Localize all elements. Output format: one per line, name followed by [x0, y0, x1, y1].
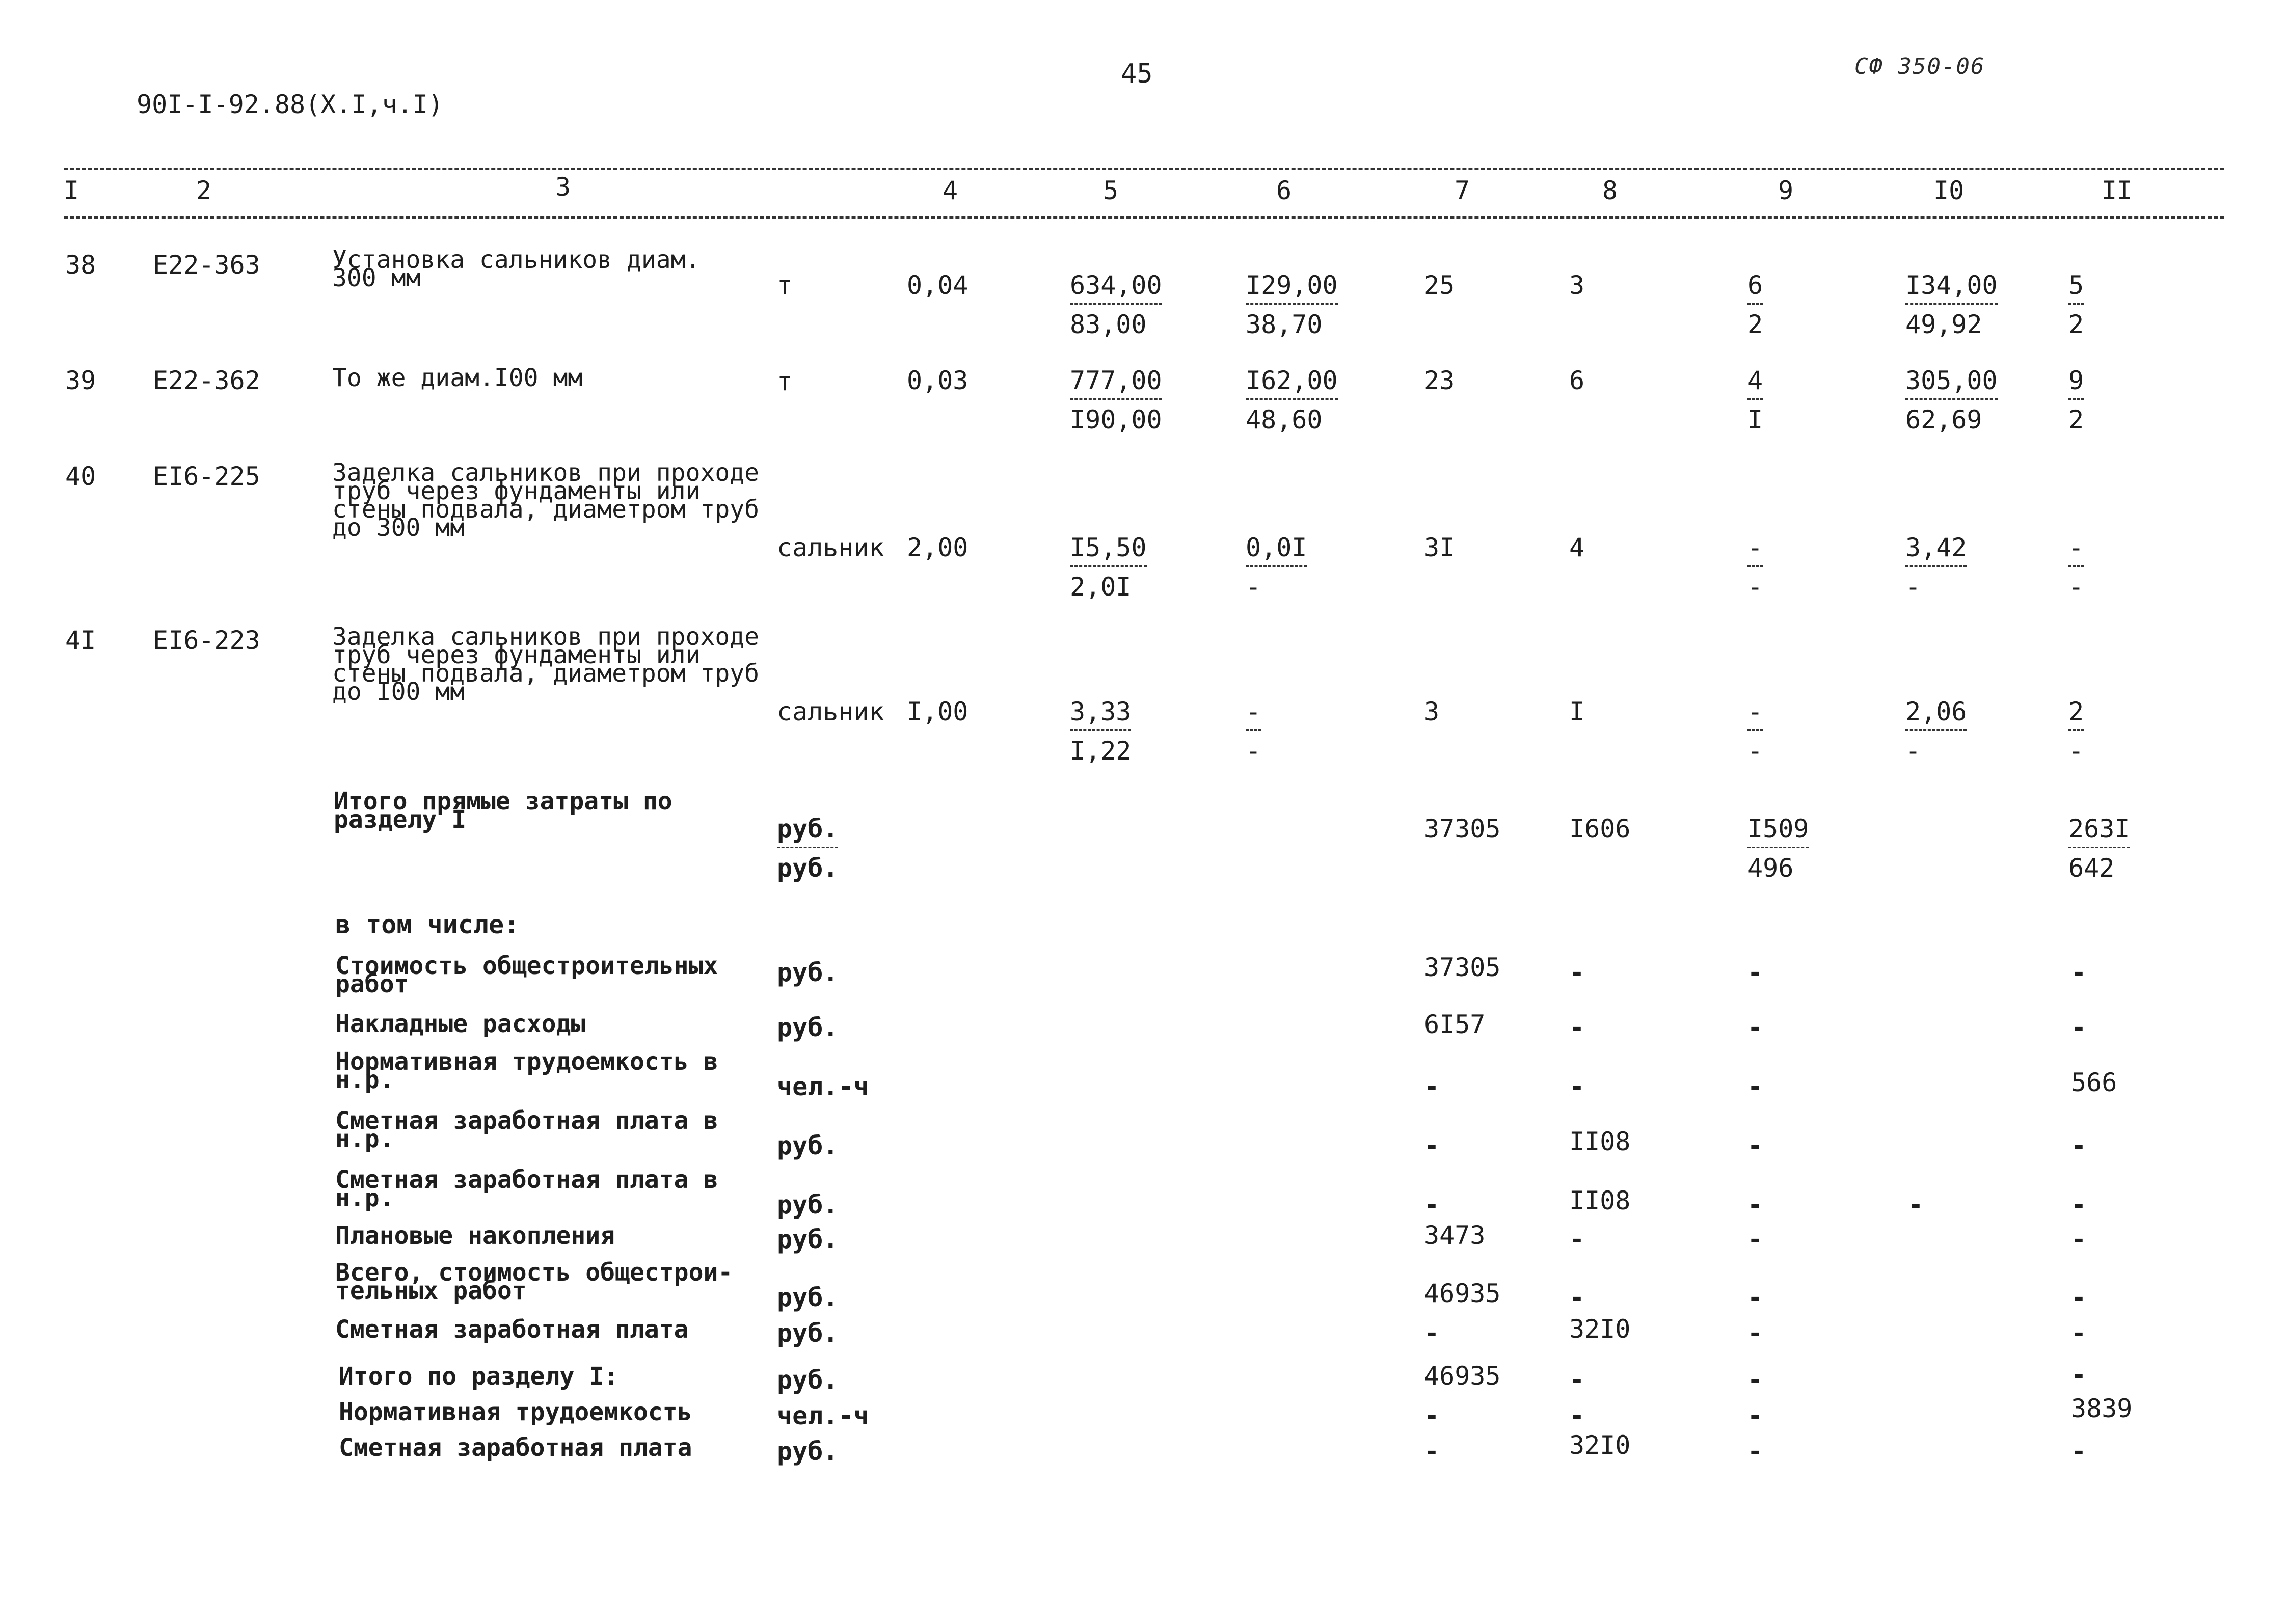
summary-col9: -	[1747, 1225, 1763, 1254]
column-number: I	[64, 176, 79, 205]
page-number: 45	[1121, 59, 1153, 89]
norm-code: ЕI6-223	[153, 626, 260, 655]
totals-col11-fraction: $\frac{263I}{642}$	[2068, 814, 2130, 883]
unit: т	[777, 270, 793, 300]
col9-fraction: - -	[1747, 697, 1763, 766]
summary-unit: руб.	[777, 1283, 839, 1312]
summary-col8: 32I0	[1569, 1430, 1631, 1460]
summary-label: Сметная заработная плата в н.р.	[335, 1166, 718, 1212]
total-wage: I	[1569, 697, 1585, 726]
total-cost: 3I	[1424, 533, 1455, 562]
summary-label: Итого по разделу I:	[339, 1362, 619, 1391]
handwritten-note: СФ 350-06	[1854, 53, 1985, 79]
summary-unit: руб.	[777, 1190, 839, 1220]
summary-col11: -	[2071, 1318, 2087, 1348]
summary-col9: -	[1747, 1190, 1763, 1220]
wage-fraction: - -	[1246, 697, 1261, 766]
unit-cost-fraction: $\frac{777,00}{I90,00}$	[1070, 366, 1162, 435]
summary-col9: -	[1747, 1318, 1763, 1348]
norm-code: ЕI6-225	[153, 462, 260, 491]
summary-col8: -	[1569, 1401, 1585, 1430]
summary-col7: 46935	[1424, 1361, 1501, 1391]
summary-col9: -	[1747, 1013, 1763, 1042]
summary-col7: 3473	[1424, 1221, 1486, 1250]
summary-col9: -	[1747, 1401, 1763, 1430]
col9-fraction: - -	[1747, 533, 1763, 602]
summary-unit: руб.	[777, 1013, 839, 1042]
total-cost: 25	[1424, 270, 1455, 300]
summary-col7: -	[1424, 1401, 1440, 1430]
summary-label: Нормативная трудоемкость в н.р.	[335, 1047, 718, 1094]
work-description: То же диам.I00 мм	[332, 364, 583, 392]
total-cost: 23	[1424, 366, 1455, 395]
column-number: 5	[1103, 176, 1119, 205]
summary-unit: руб.	[777, 1131, 839, 1160]
summary-unit: руб.	[777, 1365, 839, 1395]
summary-col11: -	[2071, 1360, 2087, 1390]
col10-fraction: 2,06 -	[1905, 697, 1967, 766]
summary-col11: -	[2071, 958, 2087, 987]
summary-label: Всего, стоимость общестрои- тельных работ	[335, 1258, 733, 1305]
column-number: 6	[1276, 176, 1292, 205]
summary-label: Накладные расходы	[335, 1010, 586, 1038]
row-number: 38	[65, 250, 96, 280]
col11-fraction: $\frac{9}{2}$	[2068, 366, 2084, 435]
summary-col8: -	[1569, 1225, 1585, 1254]
summary-unit: руб.	[777, 1225, 839, 1254]
summary-label: Плановые накопления	[335, 1222, 615, 1250]
summary-label: Стоимость общестроительных работ	[335, 952, 718, 998]
quantity: 0,04	[907, 270, 968, 300]
summary-col9: -	[1747, 1072, 1763, 1101]
unit-cost-fraction: $\frac{634,00}{83,00}$	[1070, 270, 1162, 339]
column-number: 3	[555, 172, 571, 202]
summary-col7: 37305	[1424, 953, 1501, 982]
summary-unit: чел.-ч	[777, 1401, 869, 1430]
totals-unit-fraction: руб. руб.	[777, 814, 839, 883]
wage-fraction: $\frac{I62,00}{48,60}$	[1246, 366, 1338, 435]
summary-col11: -	[2071, 1131, 2087, 1160]
col10-fraction: $\frac{305,00}{62,69}$	[1905, 366, 1998, 435]
summary-col8: -	[1569, 958, 1585, 987]
col11-fraction: 2 -	[2068, 697, 2084, 766]
work-description: Заделка сальников при проходе труб через фундаменты или стены подвала, диаметром труб до 300 мм	[332, 458, 760, 542]
row-number: 4I	[65, 626, 96, 655]
row-number: 40	[65, 462, 96, 491]
header-bottom-rule	[64, 216, 2224, 219]
summary-col8: -	[1569, 1365, 1585, 1395]
unit-cost-fraction: $\frac{3,33}{I,22}$	[1070, 697, 1132, 766]
column-number: 7	[1455, 176, 1470, 205]
summary-col9: -	[1747, 958, 1763, 987]
summary-col9: -	[1747, 1365, 1763, 1395]
summary-col8: -	[1569, 1013, 1585, 1042]
norm-code: Е22-363	[153, 250, 260, 280]
wage-fraction: $\frac{I29,00}{38,70}$	[1246, 270, 1338, 339]
column-number: 9	[1778, 176, 1794, 205]
summary-col7: -	[1424, 1131, 1440, 1160]
summary-label: Сметная заработная плата в н.р.	[335, 1106, 718, 1153]
summary-col11: -	[2071, 1283, 2087, 1312]
unit: т	[777, 367, 793, 396]
norm-code: Е22-362	[153, 366, 260, 395]
column-number: I0	[1933, 176, 1965, 205]
unit-cost-fraction: $\frac{I5,50}{2,0I}$	[1070, 533, 1147, 602]
totals-cost: 37305	[1424, 814, 1501, 844]
row-number: 39	[65, 366, 96, 395]
total-wage: 4	[1569, 533, 1585, 562]
work-description: Установка сальников диам. 300 мм	[332, 246, 701, 292]
quantity: I,00	[907, 697, 968, 726]
summary-unit: чел.-ч	[777, 1072, 869, 1101]
work-description: Заделка сальников при проходе труб через фундаменты или стены подвала, диаметром труб до I00 мм	[332, 622, 760, 706]
total-wage: 3	[1569, 270, 1585, 300]
summary-col7: -	[1424, 1190, 1440, 1220]
including-label: в том числе:	[335, 910, 520, 939]
summary-unit: руб.	[777, 1437, 839, 1466]
summary-col11: -	[2071, 1225, 2087, 1254]
summary-col8: -	[1569, 1283, 1585, 1312]
totals-label: Итого прямые затраты по разделу I	[334, 787, 672, 834]
summary-col7: -	[1424, 1318, 1440, 1348]
summary-label: Сметная заработная плата	[335, 1315, 689, 1344]
total-wage: 6	[1569, 366, 1585, 395]
col10-fraction: 3,42 -	[1905, 533, 1967, 602]
unit: сальник	[777, 533, 884, 562]
summary-col7: 6I57	[1424, 1010, 1486, 1039]
col11-fraction: - -	[2068, 533, 2084, 602]
col9-fraction: $\frac{4}{I}$	[1747, 366, 1763, 435]
summary-col9: -	[1747, 1131, 1763, 1160]
summary-col11: -	[2071, 1190, 2087, 1220]
column-number: 8	[1602, 176, 1618, 205]
summary-unit: руб.	[777, 1318, 839, 1348]
summary-col10: -	[1908, 1190, 1924, 1220]
summary-col8: II08	[1569, 1186, 1631, 1215]
summary-col11: -	[2071, 1437, 2087, 1466]
summary-col7: 46935	[1424, 1279, 1501, 1308]
total-cost: 3	[1424, 697, 1440, 726]
summary-col11: 3839	[2071, 1394, 2133, 1423]
unit: сальник	[777, 697, 884, 726]
summary-col8: II08	[1569, 1127, 1631, 1156]
document-code: 90I-I-92.88(X.I,ч.I)	[137, 90, 444, 119]
totals-wage: I606	[1569, 814, 1631, 844]
header-top-rule	[64, 168, 2224, 170]
column-number: II	[2102, 176, 2133, 205]
wage-fraction: 0,0I -	[1246, 533, 1307, 602]
summary-col11: 566	[2071, 1068, 2117, 1097]
totals-col9-fraction: $\frac{I509}{496}$	[1747, 814, 1809, 883]
col10-fraction: $\frac{I34,00}{49,92}$	[1905, 270, 1998, 339]
summary-col7: -	[1424, 1072, 1440, 1101]
summary-col7: -	[1424, 1437, 1440, 1466]
column-number: 4	[943, 176, 958, 205]
summary-label: Нормативная трудоемкость	[339, 1398, 692, 1426]
summary-col9: -	[1747, 1283, 1763, 1312]
summary-col8: 32I0	[1569, 1314, 1631, 1344]
summary-col8: -	[1569, 1072, 1585, 1101]
col9-fraction: $\frac{6}{2}$	[1747, 270, 1763, 339]
col11-fraction: $\frac{5}{2}$	[2068, 270, 2084, 339]
summary-col9: -	[1747, 1437, 1763, 1466]
column-number: 2	[196, 176, 212, 205]
quantity: 0,03	[907, 366, 968, 395]
quantity: 2,00	[907, 533, 968, 562]
summary-col11: -	[2071, 1013, 2087, 1042]
summary-unit: руб.	[777, 958, 839, 987]
summary-label: Сметная заработная плата	[339, 1433, 692, 1462]
